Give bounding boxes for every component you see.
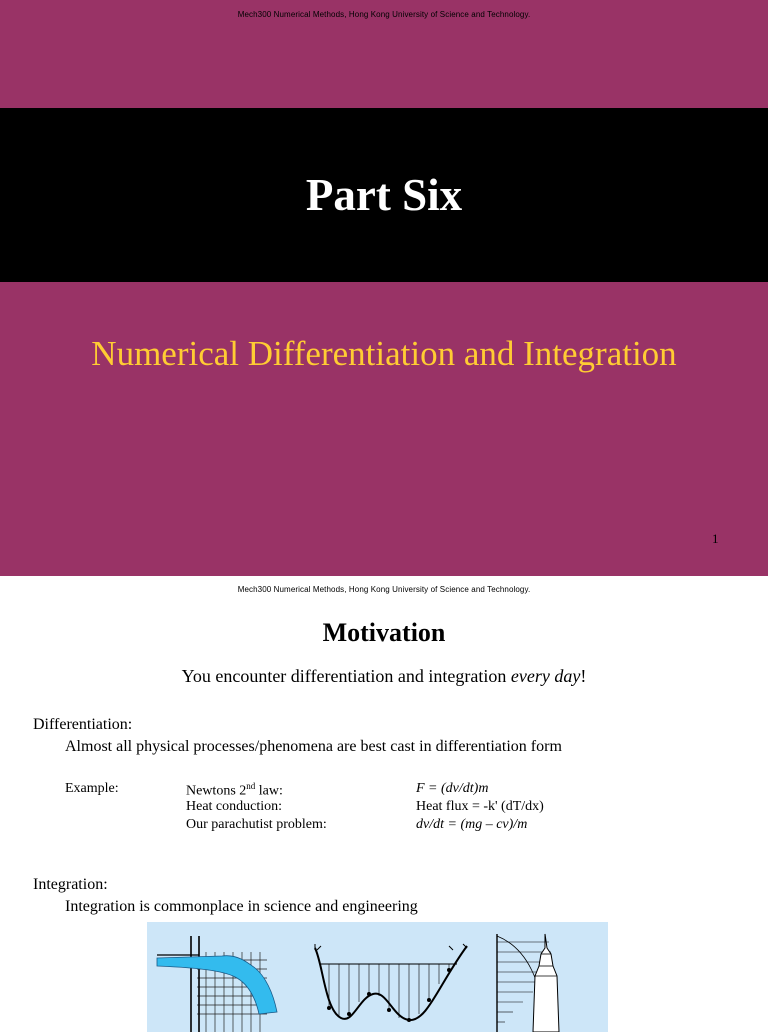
figure-illustrations — [147, 922, 608, 1032]
example-formula: F = (dv/dt)m — [416, 781, 489, 796]
part-subtitle: Numerical Differentiation and Integration — [91, 334, 677, 373]
example-name: Our parachutist problem: — [186, 817, 327, 832]
intro-suffix: ! — [580, 666, 587, 686]
slide-title: Motivation — [322, 618, 446, 647]
tower-illustration — [533, 934, 559, 1032]
motivation-slide — [0, 576, 768, 1024]
part-title: Part Six — [305, 170, 463, 220]
integration-text: Integration is commonplace in science and engineering — [65, 898, 418, 915]
slide-header: Mech300 Numerical Methods, Hong Kong University of Science and Technology. — [237, 10, 531, 19]
title-band — [0, 108, 768, 282]
example-formula: Heat flux = -k' (dT/dx) — [416, 799, 544, 814]
differentiation-text: Almost all physical processes/phenomena are best cast in differentiation form — [65, 738, 562, 755]
example-name: Newtons 2nd law: — [186, 781, 283, 799]
example-label: Example: — [65, 781, 119, 796]
integration-examples-figure — [147, 922, 608, 1032]
cross-section-illustration — [315, 944, 467, 1022]
slide-header: Mech300 Numerical Methods, Hong Kong University of Science and Technology. — [237, 585, 531, 594]
page-number: 1 — [712, 531, 719, 546]
intro-line — [0, 666, 768, 687]
integration-heading: Integration: — [33, 876, 108, 893]
intro-prefix: You encounter differentiation and integration — [181, 666, 511, 686]
intro-emphasis: every day — [510, 666, 581, 686]
grid-area-illustration — [157, 936, 277, 1032]
example-table — [65, 781, 665, 841]
differentiation-heading: Differentiation: — [33, 716, 133, 733]
example-formula: dv/dt = (mg – cv)/m — [416, 817, 528, 832]
example-name: Heat conduction: — [186, 799, 283, 814]
